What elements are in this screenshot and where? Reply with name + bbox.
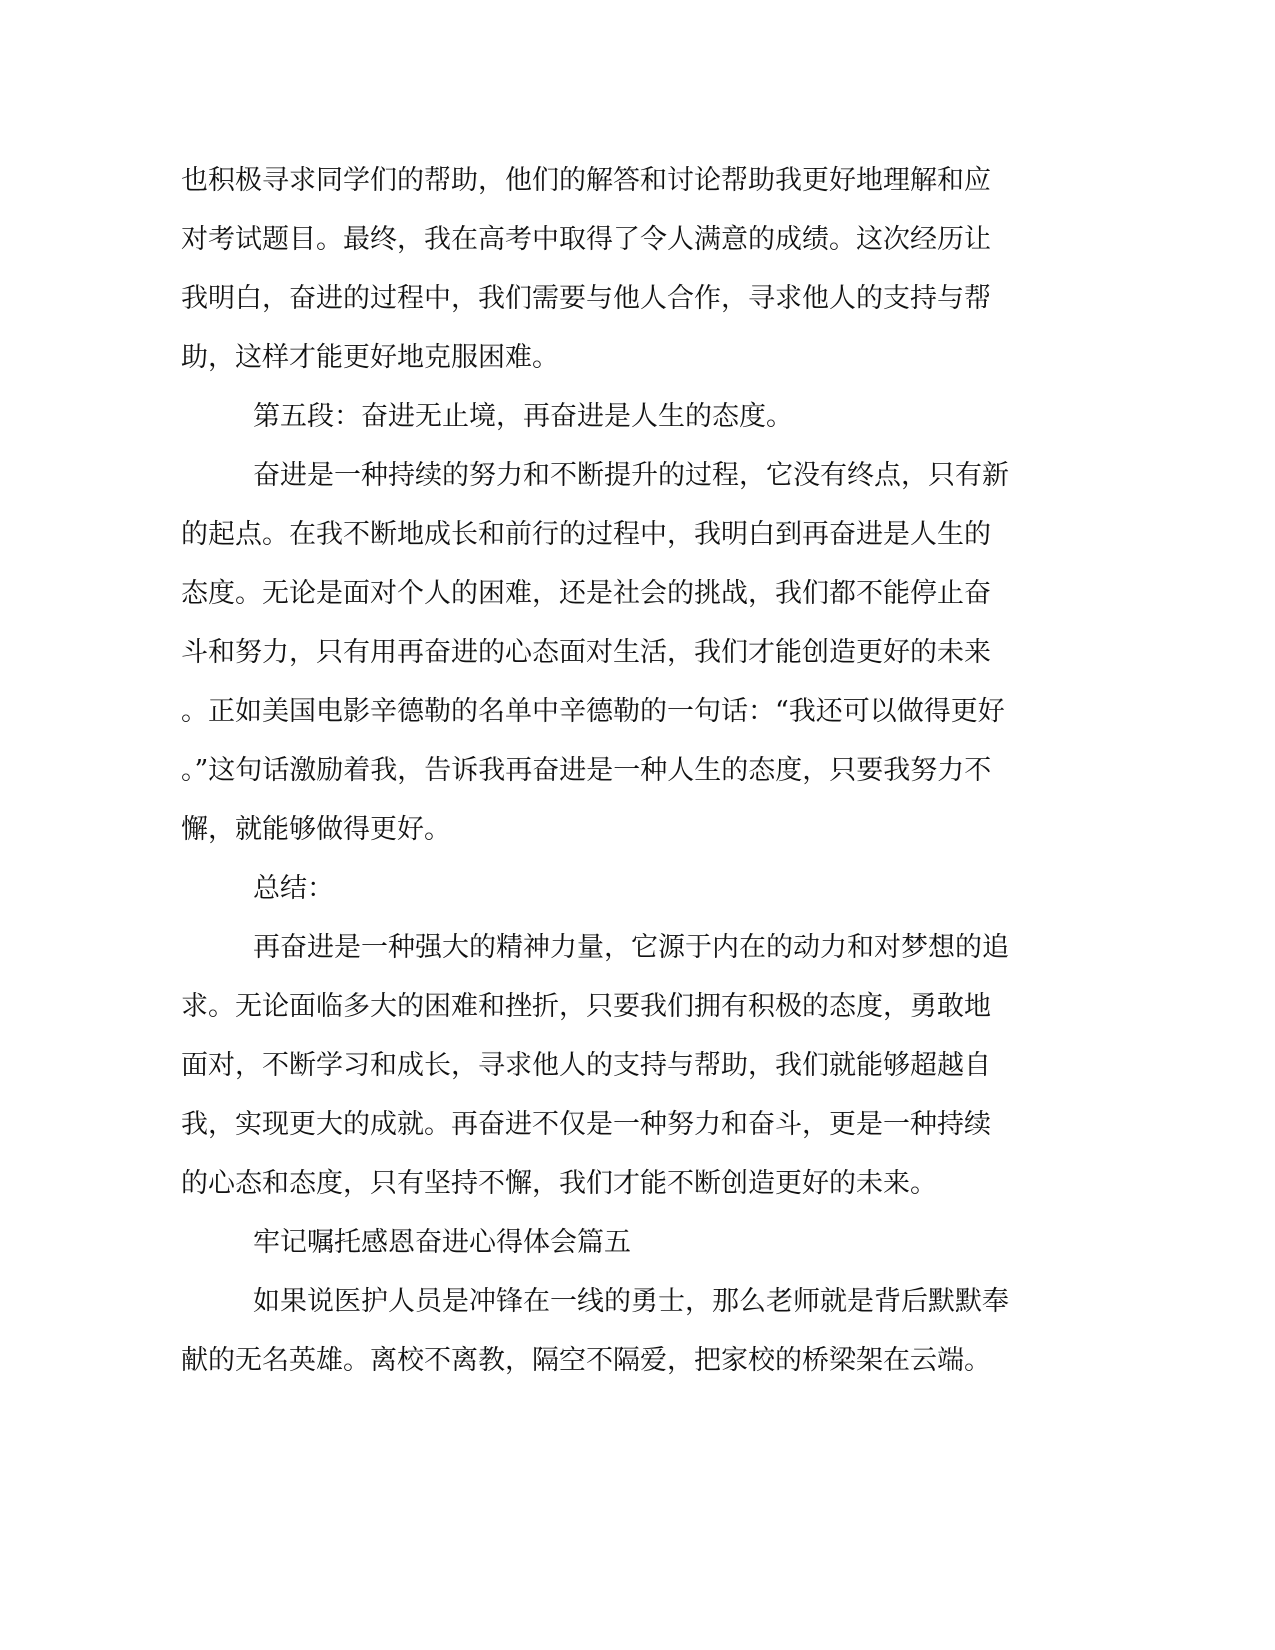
line-text: 第五段：奋进无止境，再奋进是人生的态度。 [253,401,793,432]
text-line [0,633,1275,673]
text-line [0,338,1275,378]
line-text: 态度。无论是面对个人的困难，还是社会的挑战，我们都不能停止奋 [181,578,991,609]
line-text: 我，实现更大的成就。再奋进不仅是一种努力和奋斗，更是一种持续 [181,1109,991,1140]
line-text: 献的无名英雄。离校不离教，隔空不隔爱，把家校的桥梁架在云端。 [181,1345,991,1376]
text-line [0,1341,1275,1381]
line-text: 再奋进是一种强大的精神力量，它源于内在的动力和对梦想的追 [253,932,1009,963]
text-line [0,692,1275,732]
text-line [0,810,1275,850]
section-heading [0,1223,1275,1263]
line-text: 。”这句话激励着我，告诉我再奋进是一种人生的态度，只要我努力不 [181,755,992,786]
line-text: 斗和努力，只有用再奋进的心态面对生活，我们才能创造更好的未来 [181,637,991,668]
line-text: 奋进是一种持续的努力和不断提升的过程，它没有终点，只有新 [253,460,1009,491]
text-line [0,574,1275,614]
line-text: 。正如美国电影辛德勒的名单中辛德勒的一句话：“我还可以做得更好 [181,696,1005,727]
line-text: 面对，不断学习和成长，寻求他人的支持与帮助，我们就能够超越自 [181,1050,991,1081]
text-line [0,515,1275,555]
text-line [0,456,1275,496]
line-text: 求。无论面临多大的困难和挫折，只要我们拥有积极的态度，勇敢地 [181,991,991,1022]
text-line [0,987,1275,1027]
line-text: 的起点。在我不断地成长和前行的过程中，我明白到再奋进是人生的 [181,519,991,550]
line-text: 的心态和态度，只有坚持不懈，我们才能不断创造更好的未来。 [181,1168,937,1199]
line-text: 对考试题目。最终，我在高考中取得了令人满意的成绩。这次经历让 [181,224,991,255]
text-line [0,279,1275,319]
line-text: 也积极寻求同学们的帮助，他们的解答和讨论帮助我更好地理解和应 [181,165,991,196]
text-line [0,751,1275,791]
line-text: 助，这样才能更好地克服困难。 [181,342,559,373]
line-text: 懈，就能够做得更好。 [181,814,451,845]
text-line [0,1282,1275,1322]
section-heading [0,869,1275,909]
text-line [0,1046,1275,1086]
line-text: 如果说医护人员是冲锋在一线的勇士，那么老师就是背后默默奉 [253,1286,1009,1317]
section-heading [0,397,1275,437]
text-line [0,1164,1275,1204]
text-line [0,161,1275,201]
line-text: 我明白，奋进的过程中，我们需要与他人合作，寻求他人的支持与帮 [181,283,991,314]
text-line [0,1105,1275,1145]
text-line [0,928,1275,968]
text-line [0,220,1275,260]
line-text: 总结： [253,873,334,904]
line-text: 牢记嘱托感恩奋进心得体会篇五 [253,1227,631,1258]
